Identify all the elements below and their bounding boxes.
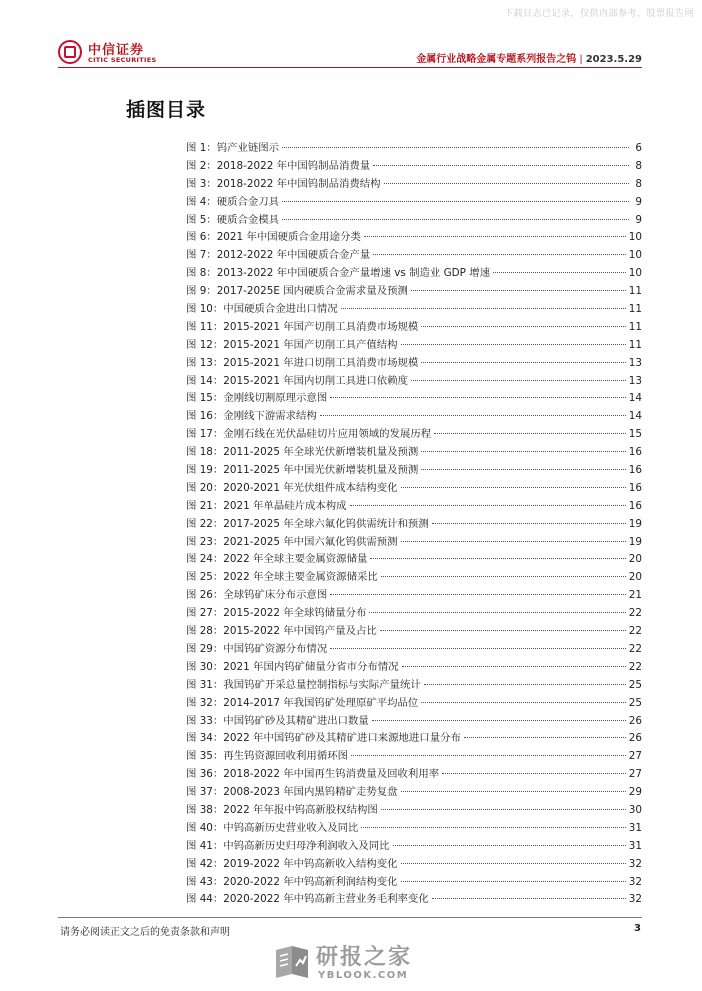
- toc-leader-dots: [372, 720, 626, 721]
- toc-entry-label: 图 5：硬质合金模具: [186, 213, 280, 226]
- toc-entry-page: 22: [628, 625, 642, 638]
- toc-entry[interactable]: [186, 228, 642, 246]
- toc-leader-dots: [432, 523, 626, 524]
- toc-entry-page: 27: [628, 768, 642, 781]
- toc-leader-dots: [282, 219, 629, 220]
- toc-entry-label: 图 26：全球钨矿床分布示意图: [186, 589, 328, 602]
- toc-entry-label: 图 24：2022 年全球主要金属资源储量: [186, 553, 368, 566]
- toc-leader-dots: [424, 684, 626, 685]
- toc-entry[interactable]: [186, 336, 642, 354]
- toc-entry[interactable]: [186, 694, 642, 712]
- header-divider: [58, 67, 642, 68]
- toc-leader-dots: [282, 147, 629, 148]
- toc-leader-dots: [330, 594, 626, 595]
- toc-entry[interactable]: [186, 157, 642, 175]
- footer-divider: [58, 917, 642, 918]
- toc-entry-page: 16: [628, 446, 642, 459]
- toc-entry-page: 16: [628, 481, 642, 494]
- toc-entry-label: 图 22：2017-2025 年全球六氟化钨供需统计和预测: [186, 517, 429, 530]
- toc-entry-page: 10: [628, 267, 642, 280]
- toc-entry-page: 22: [628, 642, 642, 655]
- yblook-english-name: YBLOOK.COM: [318, 970, 409, 981]
- toc-entry-page: 11: [628, 338, 642, 351]
- toc-leader-dots: [330, 397, 626, 398]
- toc-entry[interactable]: [186, 461, 642, 479]
- toc-leader-dots: [369, 612, 625, 613]
- toc-entry-label: 图 36：2018-2022 年中国再生钨消费量及回收利用率: [186, 768, 440, 781]
- toc-entry-page: 15: [628, 428, 642, 441]
- toc-entry-label: 图 25：2022 年全球主要金属资源储采比: [186, 571, 378, 584]
- toc-leader-dots: [370, 558, 625, 559]
- toc-entry[interactable]: [186, 175, 642, 193]
- toc-entry-label: 图 32：2014-2017 年我国钨矿处理原矿平均品位: [186, 696, 419, 709]
- toc-leader-dots: [341, 308, 626, 309]
- toc-entry-label: 图 1：钨产业链图示: [186, 142, 280, 154]
- toc-entry[interactable]: [186, 211, 642, 229]
- toc-leader-dots: [432, 898, 626, 899]
- toc-leader-dots: [464, 737, 626, 738]
- toc-entry-page: 21: [628, 589, 642, 602]
- report-header: [416, 50, 642, 65]
- toc-entry[interactable]: [186, 586, 642, 604]
- toc-entry-page: 19: [628, 535, 642, 548]
- toc-leader-dots: [320, 415, 626, 416]
- toc-entry[interactable]: [186, 658, 642, 676]
- toc-entry-label: 图 12：2015-2021 年国产切削工具产值结构: [186, 338, 398, 351]
- citic-logo: [58, 38, 188, 68]
- top-watermark-text: 下载日志已记录，仅供内部参考，股票报告网: [503, 9, 694, 19]
- toc-entry-page: 8: [635, 177, 642, 190]
- toc-leader-dots: [380, 630, 626, 631]
- toc-entry[interactable]: [186, 765, 642, 783]
- yblook-logo-icon: [272, 944, 312, 980]
- toc-entry-page: 31: [628, 839, 642, 852]
- toc-entry[interactable]: [186, 246, 642, 264]
- toc-entry[interactable]: [186, 676, 642, 694]
- toc-entry-page: 22: [628, 607, 642, 620]
- toc-entry[interactable]: [186, 855, 642, 873]
- toc-leader-dots: [401, 863, 626, 864]
- toc-entry-label: 图 38：2022 年年报中钨高新股权结构图: [186, 803, 378, 816]
- toc-entry-page: 14: [628, 392, 642, 405]
- toc-entry-page: 10: [628, 231, 642, 244]
- toc-entry-label: 图 11：2015-2021 年国产切削工具消费市场规模: [186, 320, 419, 333]
- toc-leader-dots: [393, 845, 626, 846]
- toc-entry-page: 16: [628, 499, 642, 512]
- header-separator: |: [579, 54, 583, 65]
- toc-entry-label: 图 8：2013-2022 年中国硬质合金产量增速 vs 制造业 GDP 增速: [186, 267, 490, 280]
- toc-entry-label: 图 31：我国钨矿开采总量控制指标与实际产量统计: [186, 678, 421, 691]
- toc-leader-dots: [411, 290, 626, 291]
- toc-entry-page: 9: [635, 213, 642, 226]
- logo-chinese-name: 中信证券: [88, 43, 145, 58]
- toc-entry[interactable]: [186, 747, 642, 765]
- toc-entry[interactable]: [186, 873, 642, 891]
- toc-entry[interactable]: [186, 282, 642, 300]
- toc-entry[interactable]: [186, 264, 642, 282]
- toc-entry-page: 11: [628, 320, 642, 333]
- toc-entry-page: 30: [628, 803, 642, 816]
- toc-entry-page: 22: [628, 660, 642, 673]
- toc-leader-dots: [381, 576, 626, 577]
- toc-entry[interactable]: [186, 622, 642, 640]
- yblook-watermark-logo: [272, 940, 442, 986]
- toc-leader-dots: [381, 809, 626, 810]
- toc-entry[interactable]: [186, 407, 642, 425]
- toc-entry-page: 32: [628, 857, 642, 870]
- toc-entry[interactable]: [186, 640, 642, 658]
- toc-entry-page: 13: [628, 374, 642, 387]
- toc-entry-label: 图 19：2011-2025 年中国光伏新增装机量及预测: [186, 464, 419, 477]
- toc-entry-label: 图 30：2021 年国内钨矿储量分省市分布情况: [186, 660, 399, 673]
- toc-entry-label: 图 27：2015-2022 年全球钨储量分布: [186, 607, 367, 620]
- toc-entry-page: 20: [628, 571, 642, 584]
- toc-entry-page: 6: [635, 142, 642, 154]
- toc-entry-label: 图 28：2015-2022 年中国钨产量及占比: [186, 625, 377, 638]
- toc-entry[interactable]: [186, 318, 642, 336]
- toc-entry-label: 图 14：2015-2021 年国内切削工具进口依赖度: [186, 374, 408, 387]
- toc-leader-dots: [350, 505, 626, 506]
- toc-entry-label: 图 18：2011-2025 年全球光伏新增装机量及预测: [186, 446, 419, 459]
- toc-leader-dots: [401, 791, 626, 792]
- toc-entry[interactable]: [186, 533, 642, 551]
- toc-leader-dots: [401, 881, 626, 882]
- toc-entry-label: 图 3：2018-2022 年中国钨制品消费结构: [186, 177, 381, 190]
- toc-leader-dots: [351, 755, 626, 756]
- toc-entry-page: 29: [628, 786, 642, 799]
- toc-entry[interactable]: [186, 890, 642, 908]
- toc-entry-label: 图 9：2017-2025E 国内硬质合金需求量及预测: [186, 285, 408, 298]
- yblook-chinese-name: 研报之家: [316, 945, 413, 970]
- toc-entry[interactable]: [186, 425, 642, 443]
- toc-entry[interactable]: [186, 712, 642, 730]
- toc-leader-dots: [421, 702, 625, 703]
- figure-table-of-contents: [186, 139, 642, 908]
- toc-entry[interactable]: [186, 497, 642, 515]
- toc-leader-dots: [493, 272, 626, 273]
- toc-entry[interactable]: [186, 550, 642, 568]
- toc-leader-dots: [401, 344, 626, 345]
- toc-entry-label: 图 42：2019-2022 年中钨高新收入结构变化: [186, 857, 398, 870]
- toc-entry[interactable]: [186, 604, 642, 622]
- toc-entry-label: 图 34：2022 年中国钨矿砂及其精矿进口来源地进口量分布: [186, 732, 461, 745]
- toc-leader-dots: [434, 433, 626, 434]
- toc-entry-label: 图 29：中国钨矿资源分布情况: [186, 642, 328, 655]
- toc-leader-dots: [361, 827, 625, 828]
- citic-logo-icon: [58, 40, 82, 64]
- toc-entry[interactable]: [186, 801, 642, 819]
- toc-leader-dots: [401, 487, 626, 488]
- toc-entry-label: 图 2：2018-2022 年中国钨制品消费量: [186, 159, 371, 172]
- toc-entry-page: 26: [628, 732, 642, 745]
- toc-entry-label: 图 20：2020-2021 年光伏组件成本结构变化: [186, 481, 398, 494]
- toc-entry-label: 图 40：中钨高新历史营业收入及同比: [186, 821, 359, 834]
- toc-entry-label: 图 37：2008-2023 年国内黑钨精矿走势复盘: [186, 786, 398, 799]
- toc-entry[interactable]: [186, 479, 642, 497]
- toc-entry-page: 9: [635, 195, 642, 208]
- toc-entry-label: 图 13：2015-2021 年进口切削工具消费市场规模: [186, 356, 419, 369]
- toc-entry-label: 图 15：金刚线切割原理示意图: [186, 392, 328, 405]
- toc-entry-page: 16: [628, 464, 642, 477]
- toc-entry-page: 25: [628, 696, 642, 709]
- toc-entry-label: 图 17：金刚石线在光伏晶硅切片应用领域的发展历程: [186, 428, 432, 441]
- toc-leader-dots: [373, 165, 629, 166]
- toc-entry-label: 图 16：金刚线下游需求结构: [186, 410, 317, 423]
- toc-entry[interactable]: [186, 354, 642, 372]
- toc-entry-label: 图 41：中钨高新历史归母净利润收入及同比: [186, 839, 390, 852]
- toc-entry-label: 图 4：硬质合金刀具: [186, 195, 280, 208]
- toc-entry-page: 25: [628, 678, 642, 691]
- toc-entry-label: 图 35：再生钨资源回收利用循环图: [186, 750, 348, 763]
- toc-entry-page: 31: [628, 821, 642, 834]
- toc-leader-dots: [282, 201, 629, 202]
- toc-leader-dots: [401, 541, 626, 542]
- toc-leader-dots: [421, 362, 625, 363]
- toc-entry-label: 图 33：中国钨矿砂及其精矿进出口数量: [186, 714, 369, 727]
- toc-entry-label: 图 6：2021 年中国硬质合金用途分类: [186, 231, 361, 244]
- toc-entry[interactable]: [186, 193, 642, 211]
- report-title: 金属行业战略金属专题系列报告之钨: [416, 54, 577, 65]
- toc-entry-page: 27: [628, 750, 642, 763]
- report-date: 2023.5.29: [585, 54, 642, 65]
- toc-entry[interactable]: [186, 389, 642, 407]
- toc-leader-dots: [442, 773, 626, 774]
- toc-entry-page: 26: [628, 714, 642, 727]
- toc-entry-label: 图 10：中国硬质合金进出口情况: [186, 303, 338, 316]
- toc-entry-page: 11: [628, 303, 642, 316]
- toc-entry[interactable]: [186, 515, 642, 533]
- toc-entry[interactable]: [186, 139, 642, 157]
- toc-entry-label: 图 21：2021 年单晶硅片成本构成: [186, 499, 347, 512]
- toc-entry-label: 图 44：2020-2022 年中钨高新主营业务毛利率变化: [186, 893, 429, 906]
- toc-entry-page: 10: [628, 249, 642, 262]
- toc-leader-dots: [364, 236, 626, 237]
- toc-entry[interactable]: [186, 837, 642, 855]
- toc-leader-dots: [421, 326, 625, 327]
- toc-leader-dots: [384, 183, 629, 184]
- toc-entry-page: 32: [628, 893, 642, 906]
- toc-entry-page: 20: [628, 553, 642, 566]
- toc-leader-dots: [421, 469, 625, 470]
- toc-entry-label: 图 23：2021-2025 年中国六氟化钨供需预测: [186, 535, 398, 548]
- toc-entry-page: 19: [628, 517, 642, 530]
- toc-entry-page: 11: [628, 285, 642, 298]
- toc-entry-page: 8: [635, 159, 642, 172]
- logo-english-name: CITIC SECURITIES: [88, 56, 157, 64]
- footer-disclaimer: 请务必阅读正文之后的免责条款和声明: [60, 927, 230, 938]
- toc-entry-page: 13: [628, 356, 642, 369]
- section-title: 插图目录: [126, 99, 207, 121]
- toc-leader-dots: [421, 451, 625, 452]
- toc-entry[interactable]: [186, 783, 642, 801]
- toc-leader-dots: [411, 380, 626, 381]
- page-number: 3: [634, 923, 641, 934]
- toc-entry-page: 32: [628, 875, 642, 888]
- toc-leader-dots: [330, 648, 626, 649]
- toc-leader-dots: [373, 254, 626, 255]
- toc-entry[interactable]: [186, 372, 642, 390]
- toc-entry[interactable]: [186, 729, 642, 747]
- toc-entry[interactable]: [186, 568, 642, 586]
- toc-entry[interactable]: [186, 443, 642, 461]
- toc-entry-label: 图 7：2012-2022 年中国硬质合金产量: [186, 249, 371, 262]
- toc-leader-dots: [402, 666, 626, 667]
- toc-entry-label: 图 43：2020-2022 年中钨高新利润结构变化: [186, 875, 398, 888]
- toc-entry-page: 14: [628, 410, 642, 423]
- toc-entry[interactable]: [186, 819, 642, 837]
- toc-entry[interactable]: [186, 300, 642, 318]
